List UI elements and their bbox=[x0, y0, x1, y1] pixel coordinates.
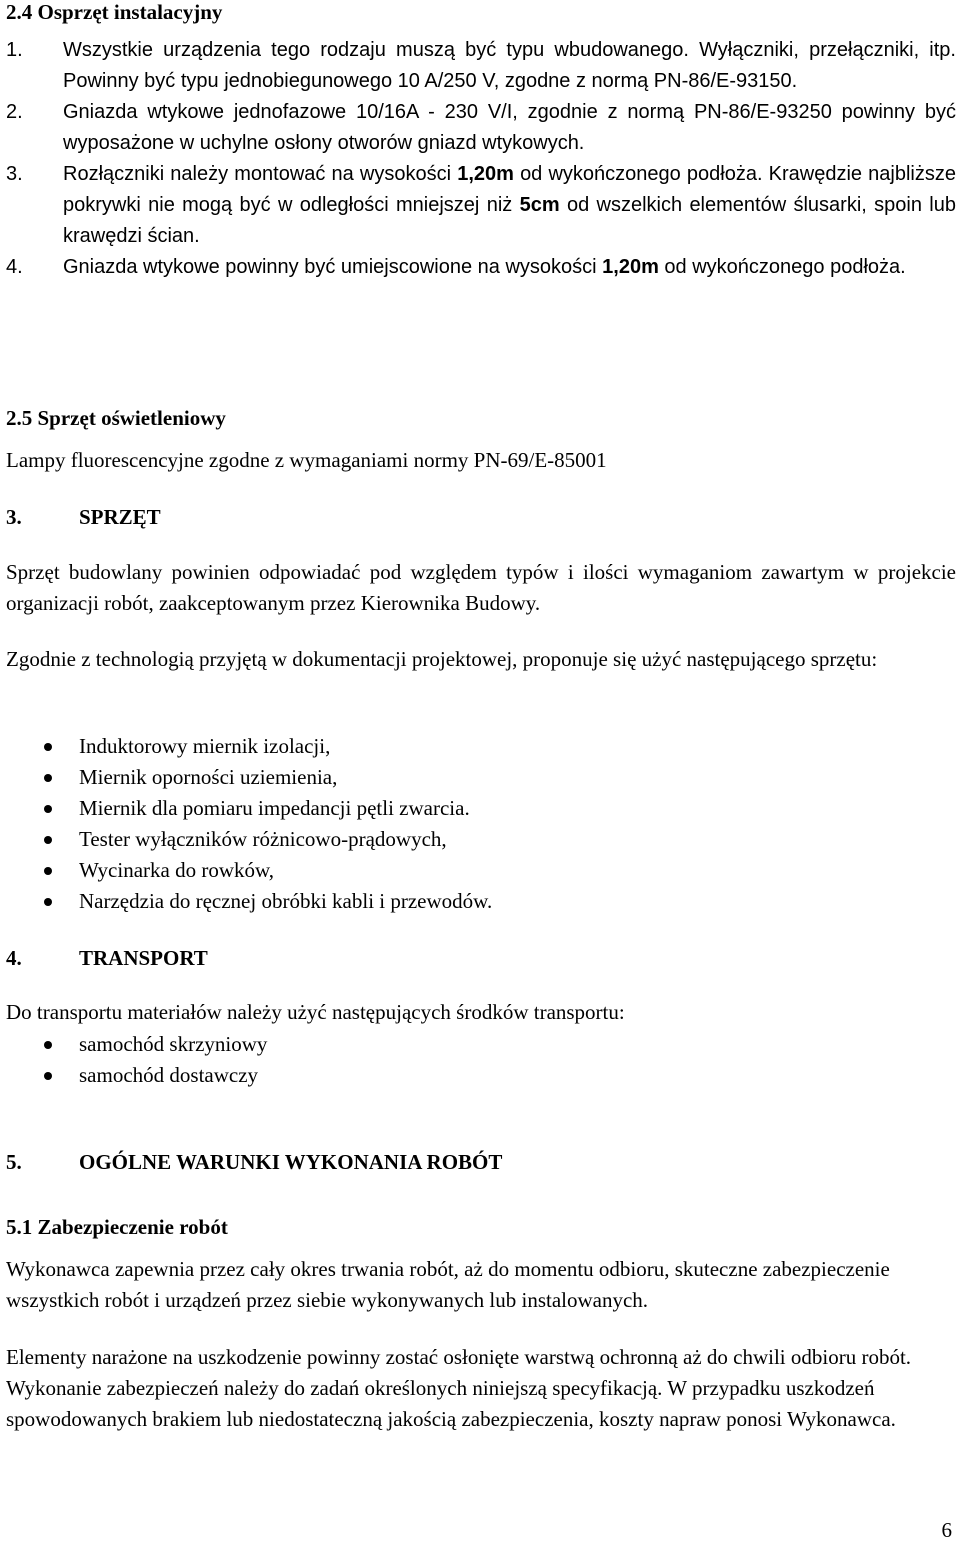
item-text: Gniazda wtykowe jednofazowe 10/16A - 230 V/I, zgodnie z normą PN-86/E-93250 powinny być wyposażone w uchylne osłony otworów gniazd wtykowych. bbox=[63, 101, 956, 154]
list-item bbox=[6, 252, 956, 283]
item-text: od wykończonego podłoża. Krawędzie najbliższe pokrywki nie mogą być w odległości mniejszej niż bbox=[63, 163, 956, 216]
section-2-5-text: Lampy fluorescencyjne zgodne z wymaganiami normy PN-69/E-85001 bbox=[6, 448, 607, 472]
section-number: 5. bbox=[6, 1150, 22, 1174]
list-item: samochód dostawczy bbox=[6, 1060, 956, 1091]
list-item bbox=[6, 35, 956, 97]
equipment-list bbox=[6, 731, 956, 917]
list-item: samochód skrzyniowy bbox=[6, 1029, 956, 1060]
section-4-heading bbox=[6, 943, 956, 974]
item-text: Rozłączniki należy montować na wysokości bbox=[63, 163, 458, 185]
transport-list bbox=[6, 1029, 956, 1091]
section-title: SPRZĘT bbox=[79, 505, 161, 529]
distance-value: 5cm bbox=[519, 194, 560, 216]
section-title: OGÓLNE WARUNKI WYKONANIA ROBÓT bbox=[79, 1150, 503, 1174]
item-text: Wszystkie urządzenia tego rodzaju muszą być typu wbudowanego. Wyłączniki, przełączniki, itp. Powinny być typu jednobiegunowego 10 A/250 V, zgodne z normą PN-86/E-93150. bbox=[63, 39, 956, 92]
list-item bbox=[6, 97, 956, 159]
list-item: Tester wyłączników różnicowo-prądowych, bbox=[6, 824, 956, 855]
item-text: Gniazda wtykowe powinny być umiejscowione na wysokości bbox=[63, 256, 603, 278]
item-number: 2. bbox=[6, 101, 23, 123]
item-number: 4. bbox=[6, 256, 23, 278]
section-4-intro: Do transportu materiałów należy użyć następujących środków transportu: bbox=[6, 1000, 625, 1024]
section-number: 3. bbox=[6, 505, 22, 529]
section-number: 4. bbox=[6, 946, 22, 970]
section-title: TRANSPORT bbox=[79, 946, 208, 970]
section-2-4-list bbox=[6, 35, 956, 283]
list-item: Wycinarka do rowków, bbox=[6, 855, 956, 886]
section-2-4-heading: 2.4 Osprzęt instalacyjny bbox=[6, 0, 223, 24]
section-5-1-heading: 5.1 Zabezpieczenie robót bbox=[6, 1215, 228, 1239]
section-5-1-paragraph-2: Elementy narażone na uszkodzenie powinny zostać osłonięte warstwą ochronną aż do chwili odbioru robót. Wykonanie zabezpieczeń należy do zadań określonych niniejszą specyfikacją. W przypadku uszkodzeń spowodowanych brakiem lub niedostateczną jakością zabezpieczenia, koszty napraw ponosi Wykonawca. bbox=[6, 1345, 912, 1431]
section-5-heading bbox=[6, 1147, 956, 1178]
section-3-heading bbox=[6, 502, 956, 533]
list-item: Induktorowy miernik izolacji, bbox=[6, 731, 956, 762]
list-item: Miernik dla pomiaru impedancji pętli zwarcia. bbox=[6, 793, 956, 824]
section-3-paragraph-2: Zgodnie z technologią przyjętą w dokumentacji projektowej, proponuje się użyć następującego sprzętu: bbox=[6, 647, 878, 671]
section-3-paragraph-1: Sprzęt budowlany powinien odpowiadać pod względem typów i ilości wymaganiom zawartym w projekcie organizacji robót, zaakceptowanym przez Kierownika Budowy. bbox=[6, 560, 956, 615]
item-text: od wszelkich elementów ślusarki, spoin lub krawędzi ścian. bbox=[63, 194, 956, 247]
height-value: 1,20m bbox=[457, 163, 514, 185]
page-number: 6 bbox=[941, 1518, 952, 1542]
list-item: Narzędzia do ręcznej obróbki kabli i przewodów. bbox=[6, 886, 956, 917]
item-text: od wykończonego podłoża. bbox=[658, 256, 906, 278]
height-value: 1,20m bbox=[602, 256, 659, 278]
item-number: 3. bbox=[6, 163, 23, 185]
section-2-5-heading: 2.5 Sprzęt oświetleniowy bbox=[6, 406, 226, 430]
section-5-1-paragraph-1: Wykonawca zapewnia przez cały okres trwania robót, aż do momentu odbioru, skuteczne zabezpieczenie wszystkich robót i urządzeń przez siebie wykonywanych lub instalowanych. bbox=[6, 1257, 890, 1312]
item-number: 1. bbox=[6, 39, 23, 61]
list-item: Miernik oporności uziemienia, bbox=[6, 762, 956, 793]
list-item bbox=[6, 159, 956, 252]
